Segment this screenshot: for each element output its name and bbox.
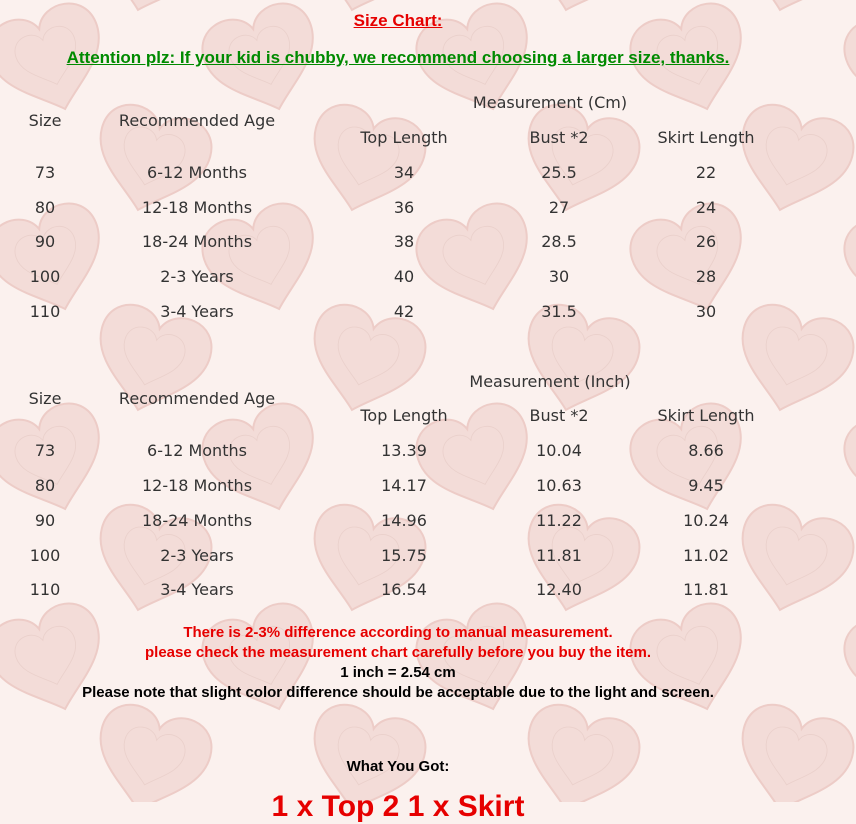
cell-top-length: 34 [393, 163, 415, 182]
cell-bust: 30 [548, 267, 570, 286]
cell-size: 100 [29, 267, 61, 286]
cell-bust: 28.5 [541, 232, 577, 251]
cell-size: 90 [34, 511, 56, 530]
cell-top-length: 13.39 [381, 441, 427, 460]
cell-size: 110 [29, 580, 61, 599]
cell-age: 2-3 Years [160, 267, 234, 286]
header-bust: Bust *2 [529, 128, 589, 147]
attention-note: Attention plz: If your kid is chubby, we recommend choosing a larger size, thanks. [66, 48, 730, 67]
cell-size: 73 [34, 163, 56, 182]
what-you-got-heading: What You Got: [346, 758, 450, 775]
color-difference-note: Please note that slight color difference should be acceptable due to the light and screen. [82, 684, 714, 701]
cell-bust: 10.63 [536, 476, 582, 495]
cell-bust: 10.04 [536, 441, 582, 460]
header-recommended-age: Recommended Age [118, 111, 276, 130]
header-size: Size [28, 111, 62, 130]
measurement-header: Measurement (Cm) [472, 93, 628, 112]
cell-skirt-length: 11.02 [683, 546, 729, 565]
included-items-text: 1 x Top 2 1 x Skirt [271, 790, 525, 823]
cell-age: 12-18 Months [141, 476, 253, 495]
cell-top-length: 36 [393, 198, 415, 217]
cell-size: 73 [34, 441, 56, 460]
cell-bust: 31.5 [541, 302, 577, 321]
cell-skirt-length: 10.24 [683, 511, 729, 530]
cell-top-length: 15.75 [381, 546, 427, 565]
difference-note: There is 2-3% difference according to manual measurement. [183, 624, 613, 641]
cell-size: 80 [34, 198, 56, 217]
measurement-header: Measurement (Inch) [469, 372, 631, 391]
header-size: Size [28, 389, 62, 408]
cell-top-length: 14.96 [381, 511, 427, 530]
cell-skirt-length: 9.45 [688, 476, 724, 495]
cell-age: 18-24 Months [141, 511, 253, 530]
cell-bust: 27 [548, 198, 570, 217]
cell-bust: 11.81 [536, 546, 582, 565]
header-recommended-age: Recommended Age [118, 389, 276, 408]
header-bust: Bust *2 [529, 406, 589, 425]
cell-age: 3-4 Years [160, 580, 234, 599]
cell-skirt-length: 8.66 [688, 441, 724, 460]
cell-size: 80 [34, 476, 56, 495]
header-top-length: Top Length [360, 406, 448, 425]
cell-bust: 25.5 [541, 163, 577, 182]
cell-age: 6-12 Months [147, 163, 247, 182]
inch-conversion-note: 1 inch = 2.54 cm [340, 664, 456, 681]
cell-top-length: 40 [393, 267, 415, 286]
cell-top-length: 14.17 [381, 476, 427, 495]
header-skirt-length: Skirt Length [657, 406, 755, 425]
cell-skirt-length: 11.81 [683, 580, 729, 599]
cell-size: 100 [29, 546, 61, 565]
cell-skirt-length: 22 [695, 163, 717, 182]
size-chart-title: Size Chart: [353, 11, 443, 30]
cell-size: 90 [34, 232, 56, 251]
check-chart-note: please check the measurement chart carefully before you buy the item. [144, 644, 652, 661]
cell-skirt-length: 26 [695, 232, 717, 251]
cell-skirt-length: 30 [695, 302, 717, 321]
header-skirt-length: Skirt Length [657, 128, 755, 147]
cell-age: 6-12 Months [147, 441, 247, 460]
cell-bust: 12.40 [536, 580, 582, 599]
cell-age: 3-4 Years [160, 302, 234, 321]
cell-skirt-length: 28 [695, 267, 717, 286]
cell-top-length: 42 [393, 302, 415, 321]
cell-skirt-length: 24 [695, 198, 717, 217]
cell-age: 12-18 Months [141, 198, 253, 217]
cell-age: 18-24 Months [141, 232, 253, 251]
cell-top-length: 38 [393, 232, 415, 251]
header-top-length: Top Length [360, 128, 448, 147]
cell-size: 110 [29, 302, 61, 321]
cell-bust: 11.22 [536, 511, 582, 530]
cell-top-length: 16.54 [381, 580, 427, 599]
cell-age: 2-3 Years [160, 546, 234, 565]
